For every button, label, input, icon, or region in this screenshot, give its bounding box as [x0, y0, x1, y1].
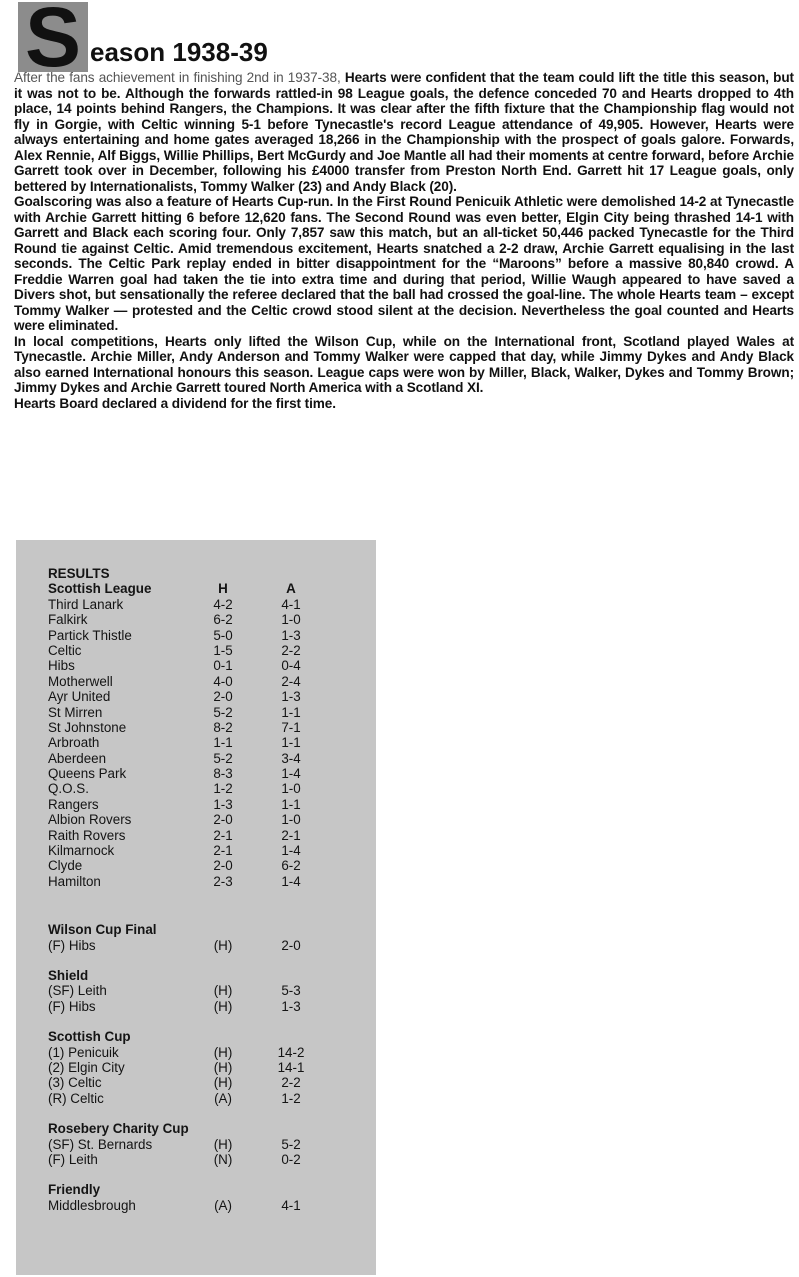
home-score: 6-2: [213, 612, 233, 628]
cup-match: (R) Celtic: [48, 1090, 104, 1106]
cup-result-row: [48, 938, 358, 953]
away-score: 1-0: [281, 612, 301, 628]
cup-title: Friendly: [48, 1182, 101, 1198]
league-result-row: [48, 720, 358, 735]
away-score: 3-4: [281, 750, 301, 766]
opponent-name: Q.O.S.: [48, 781, 89, 797]
home-score: 1-3: [213, 796, 233, 812]
opponent-name: Queens Park: [48, 766, 127, 782]
cup-section: [48, 1121, 358, 1167]
away-column-header: A: [286, 581, 296, 597]
cup-venue: (A): [214, 1090, 232, 1106]
league-result-row: [48, 874, 358, 889]
results-heading: RESULTS: [48, 566, 110, 581]
opponent-name: Arbroath: [48, 735, 100, 751]
away-score: 2-2: [281, 642, 301, 658]
league-result-row: [48, 858, 358, 873]
cup-section: [48, 1182, 358, 1213]
home-score: 5-2: [213, 704, 233, 720]
opponent-name: Raith Rovers: [48, 827, 126, 843]
cup-title-row: [48, 922, 358, 937]
section-spacer: [48, 1014, 358, 1029]
cup-score: 1-3: [281, 998, 301, 1014]
cup-match: (SF) St. Bernards: [48, 1136, 153, 1152]
cup-venue: (H): [213, 983, 233, 999]
cup-result-row: [48, 1091, 358, 1106]
away-score: 6-2: [281, 858, 301, 874]
cup-venue: (H): [213, 1059, 233, 1075]
league-result-row: [48, 797, 358, 812]
article-paragraph-4: Hearts Board declared a dividend for the first time.: [14, 395, 336, 411]
away-score: 1-4: [281, 766, 301, 782]
cup-venue: (H): [213, 937, 233, 953]
away-score: 1-0: [281, 781, 301, 797]
away-score: 7-1: [281, 719, 301, 735]
home-score: 8-2: [213, 719, 233, 735]
opponent-name: Celtic: [48, 642, 82, 658]
home-score: 5-2: [213, 750, 233, 766]
section-spacer: [48, 889, 358, 922]
cup-match: (SF) Leith: [48, 983, 107, 999]
league-result-row: [48, 674, 358, 689]
article-paragraph-3: In local competitions, Hearts only lifted the Wilson Cup, while on the International front, Scotland played Wales at Tynecastle. Archie Miller, Andy Anderson and Tommy Walker were capped that day, while Jimmy Dykes and Andy Black also earned International honours this season. League caps were won by Miller, Black, Walker, Dykes and Tommy Brown; Jimmy Dykes and Archie Garrett toured North America with a Scotland XI.: [14, 333, 794, 395]
home-score: 8-3: [213, 766, 233, 782]
opponent-name: Motherwell: [48, 673, 113, 689]
league-result-row: [48, 612, 358, 627]
cup-title: Shield: [48, 967, 89, 983]
drop-cap: S: [18, 2, 88, 72]
league-result-row: [48, 735, 358, 750]
away-score: 1-4: [281, 873, 301, 889]
home-score: 4-2: [213, 596, 233, 612]
home-score: 4-0: [213, 673, 233, 689]
home-score: 5-0: [213, 627, 233, 643]
league-result-row: [48, 597, 358, 612]
cup-result-row: [48, 1198, 358, 1213]
cup-title-row: [48, 968, 358, 983]
away-score: 1-1: [281, 796, 301, 812]
home-score: 2-0: [213, 689, 233, 705]
cup-title: Scottish Cup: [48, 1029, 131, 1045]
results-heading-row: [48, 566, 358, 581]
league-result-row: [48, 828, 358, 843]
league-rows: [48, 597, 358, 889]
section-spacer: [48, 953, 358, 968]
league-result-row: [48, 658, 358, 673]
opponent-name: Kilmarnock: [48, 843, 115, 859]
cup-title: Rosebery Charity Cup: [48, 1121, 189, 1137]
cup-score: 1-2: [281, 1090, 301, 1106]
cup-sections: [48, 889, 358, 1213]
opponent-name: Rangers: [48, 796, 99, 812]
cup-result-row: [48, 1045, 358, 1060]
home-score: 2-0: [213, 812, 233, 828]
league-result-row: [48, 628, 358, 643]
home-score: 2-3: [213, 873, 233, 889]
cup-result-row: [48, 1075, 358, 1090]
home-score: 2-0: [213, 858, 233, 874]
opponent-name: Hibs: [48, 658, 75, 674]
article-paragraph-1: [14, 70, 794, 194]
cup-match: Middlesbrough: [48, 1197, 136, 1213]
away-score: 1-1: [281, 704, 301, 720]
league-result-row: [48, 751, 358, 766]
home-score: 1-1: [213, 735, 233, 751]
away-score: 1-0: [281, 812, 301, 828]
cup-score: 0-2: [281, 1151, 301, 1167]
league-header-row: [48, 581, 358, 596]
cup-result-row: [48, 999, 358, 1014]
cup-title: Wilson Cup Final: [48, 922, 157, 938]
cup-result-row: [48, 1152, 358, 1167]
cup-title-row: [48, 1029, 358, 1044]
cup-match: (F) Hibs: [48, 998, 96, 1014]
cup-result-row: [48, 983, 358, 998]
home-score: 2-1: [213, 827, 233, 843]
cup-score: 5-2: [281, 1136, 301, 1152]
opponent-name: Clyde: [48, 858, 83, 874]
opponent-name: Falkirk: [48, 612, 88, 628]
cup-score: 14-2: [277, 1044, 305, 1060]
cup-venue: (H): [213, 1136, 233, 1152]
cup-match: (2) Elgin City: [48, 1059, 125, 1075]
away-score: 1-3: [281, 689, 301, 705]
cup-venue: (N): [213, 1151, 233, 1167]
opponent-name: St Johnstone: [48, 719, 127, 735]
opponent-name: Partick Thistle: [48, 627, 132, 643]
home-score: 1-2: [213, 781, 233, 797]
cup-score: 2-2: [281, 1075, 301, 1091]
article-body: [14, 70, 794, 411]
lead-in-text: After the fans achievement in finishing 2nd in 1937-38,: [14, 70, 341, 85]
section-spacer: [48, 1106, 358, 1121]
cup-score: 5-3: [281, 983, 301, 999]
away-score: 1-3: [281, 627, 301, 643]
home-score: 2-1: [213, 843, 233, 859]
league-result-row: [48, 812, 358, 827]
cup-section: [48, 922, 358, 953]
cup-match: (3) Celtic: [48, 1075, 102, 1091]
results-panel: [16, 540, 376, 1275]
home-column-header: H: [218, 581, 228, 597]
opponent-name: Albion Rovers: [48, 812, 132, 828]
results-table: [48, 566, 358, 1213]
cup-result-row: [48, 1060, 358, 1075]
section-spacer: [48, 1167, 358, 1182]
opponent-name: Third Lanark: [48, 596, 124, 612]
cup-match: (1) Penicuik: [48, 1044, 119, 1060]
cup-score: 2-0: [281, 937, 301, 953]
cup-venue: (H): [213, 1075, 233, 1091]
paragraph-1-text: Hearts were confident that the team could lift the title this season, but it was not to be. Although the forwards rattled-in 98 League goals, the defence conceded 70 and Hearts dropped to 4th place, 14 points behind Rangers, the Champions. It was clear after the fifth fixture that the Championship flag would not fly in Gorgie, with Celtic winning 5-1 before Tynecastle's record League attendance of 49,905. However, Hearts were always entertaining and home gates averaged 18,266 in the Championship with the prospect of goals galore. Forwards, Alex Rennie, Alf Biggs, Willie Phillips, Bert McGurdy and Joe Mantle all had their moments at centre forward, before Archie Garrett took over in December, following his £4000 transfer from Preston North End. Garrett hit 17 League goals, only bettered by Internationalists, Tommy Walker (23) and Andy Black (20).: [14, 70, 794, 194]
article-paragraph-2: Goalscoring was also a feature of Hearts Cup-run. In the First Round Penicuik Athletic were demolished 14-2 at Tynecastle with Archie Garrett hitting 6 before 12,620 fans. The Second Round was even better, Elgin City being thrashed 14-1 with Garrett and Black each scoring four. Only 7,857 saw this match, but an all-ticket 50,446 packed Tynecastle for the Third Round tie against Celtic. Amid tremendous excitement, Hearts snatched a 2-2 draw, Archie Garrett equalising in the last seconds. The Celtic Park replay ended in bitter disappointment for the “Maroons” before a massive 80,840 crowd. A Freddie Warren goal had taken the tie into extra time and during that period, Willie Waugh appeared to have saved a Divers shot, but sensationally the referee declared that the ball had crossed the goal-line. The whole Hearts team – except Tommy Walker — protested and the Celtic crowd stood silent at the decision. Nevertheless the goal counted and Hearts were eliminated.: [14, 194, 794, 333]
league-result-row: [48, 781, 358, 796]
cup-venue: (A): [214, 1197, 232, 1213]
cup-match: (F) Leith: [48, 1151, 98, 1167]
away-score: 2-4: [281, 673, 301, 689]
cup-match: (F) Hibs: [48, 937, 96, 953]
cup-result-row: [48, 1137, 358, 1152]
home-score: 0-1: [213, 658, 233, 674]
cup-venue: (H): [213, 1044, 233, 1060]
away-score: 1-4: [281, 843, 301, 859]
away-score: 0-4: [281, 658, 301, 674]
cup-section: [48, 968, 358, 1014]
cup-title-row: [48, 1121, 358, 1136]
opponent-name: St Mirren: [48, 704, 103, 720]
cup-score: 14-1: [277, 1059, 305, 1075]
cup-venue: (H): [213, 998, 233, 1014]
league-result-row: [48, 843, 358, 858]
opponent-name: Hamilton: [48, 873, 101, 889]
league-result-row: [48, 689, 358, 704]
page-title: eason 1938-39: [90, 37, 268, 67]
away-score: 1-1: [281, 735, 301, 751]
league-title: Scottish League: [48, 581, 152, 597]
opponent-name: Ayr United: [48, 689, 111, 705]
league-result-row: [48, 766, 358, 781]
cup-section: [48, 1029, 358, 1106]
cup-title-row: [48, 1182, 358, 1197]
cup-score: 4-1: [281, 1197, 301, 1213]
league-result-row: [48, 643, 358, 658]
away-score: 4-1: [281, 596, 301, 612]
opponent-name: Aberdeen: [48, 750, 107, 766]
home-score: 1-5: [213, 642, 233, 658]
away-score: 2-1: [281, 827, 301, 843]
league-result-row: [48, 705, 358, 720]
